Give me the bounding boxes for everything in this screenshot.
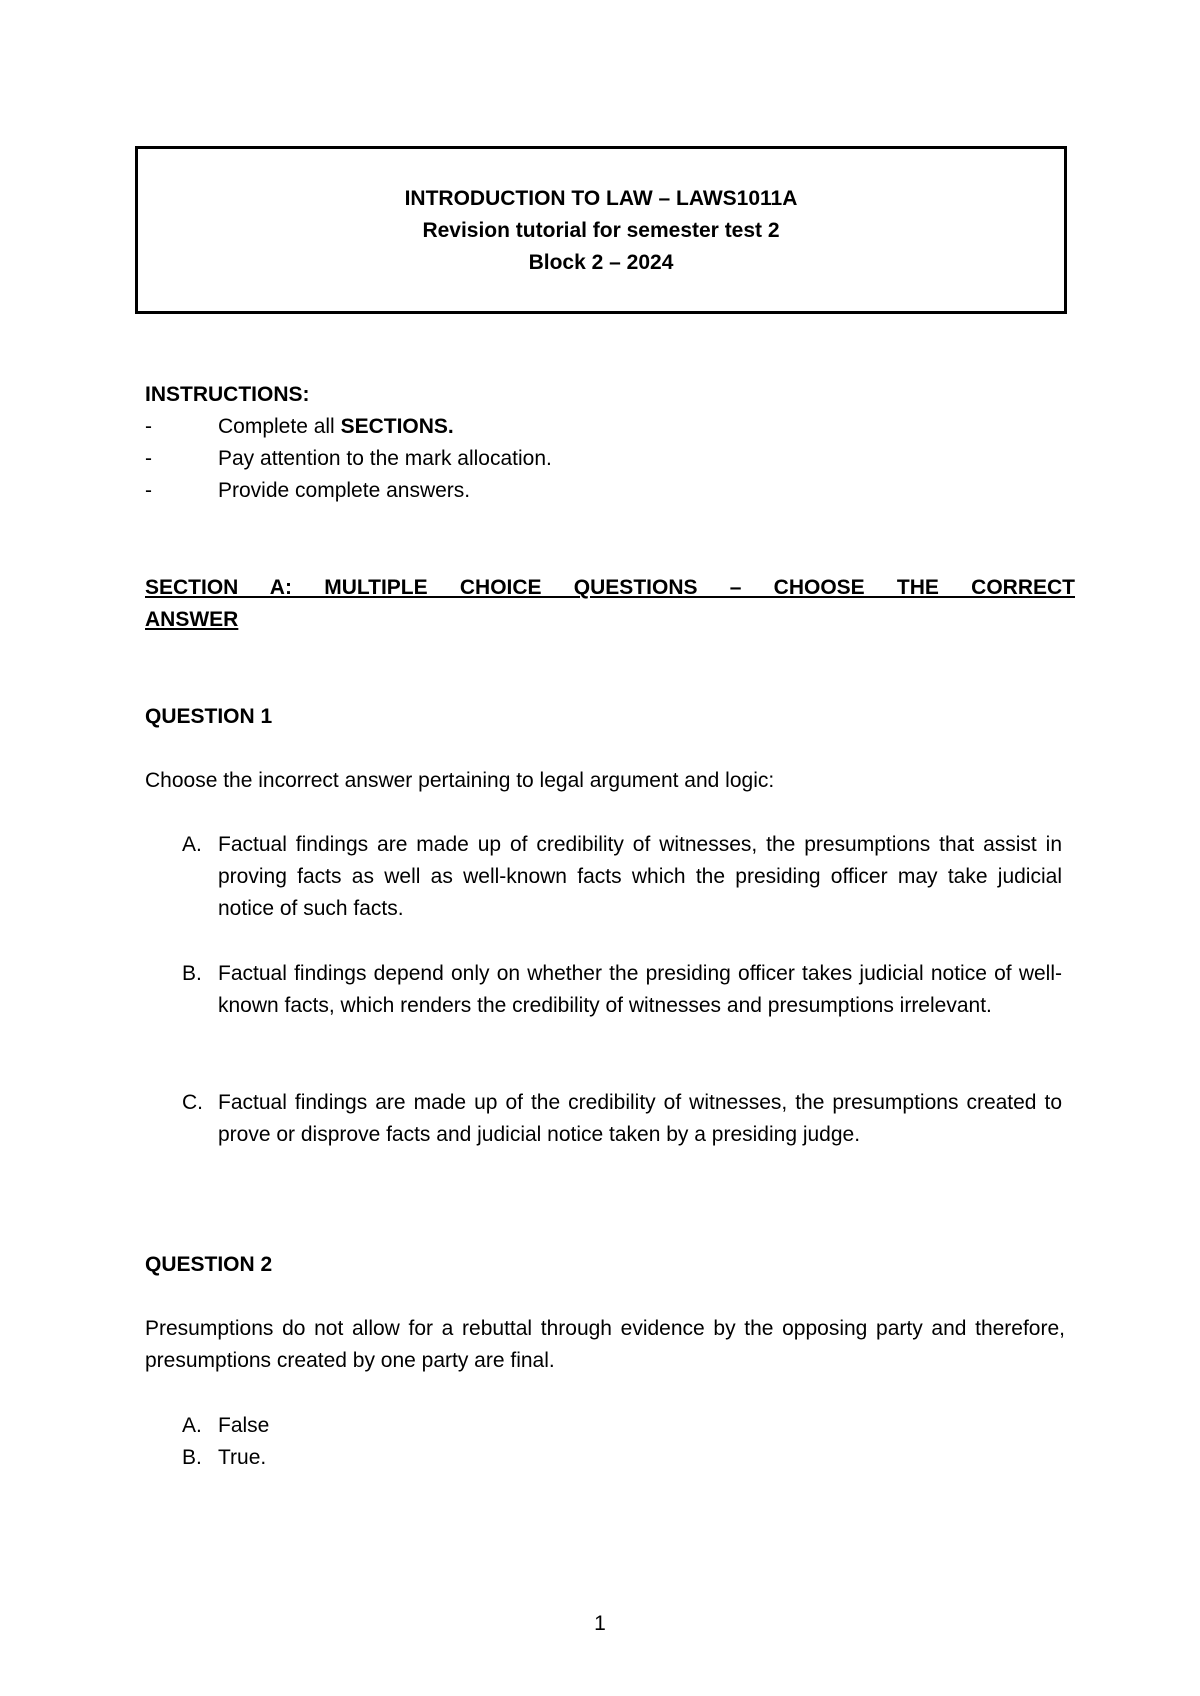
option-letter: A. <box>182 833 202 856</box>
question-2-prompt: Presumptions do not allow for a rebuttal through evidence by the opposing party and therefore, presumptions created by one party are final. <box>145 1317 1065 1372</box>
list-bullet: - <box>145 479 152 502</box>
question-2-option-b <box>182 1442 1062 1474</box>
option-letter: A. <box>182 1414 202 1437</box>
question-1-option-b <box>182 958 1062 1022</box>
block-year: Block 2 – 2024 <box>528 251 674 274</box>
list-bullet: - <box>145 447 152 470</box>
instruction-emphasis: SECTIONS. <box>340 415 454 438</box>
course-title: INTRODUCTION TO LAW – LAWS1011A <box>404 187 798 210</box>
question-1-label: QUESTION 1 <box>145 705 273 728</box>
option-text: False <box>218 1414 270 1437</box>
instruction-item <box>145 475 470 507</box>
instruction-text: Complete all <box>218 415 341 438</box>
option-text: Factual findings depend only on whether the presiding officer takes judicial notice of well-known facts, which renders the credibility of witnesses and presumptions irrelevant. <box>218 962 1062 1017</box>
option-letter: B. <box>182 1446 202 1469</box>
question-1-option-c <box>182 1087 1062 1151</box>
question-2-option-a <box>182 1410 1062 1442</box>
option-letter: C. <box>182 1091 203 1114</box>
document-subtitle: Revision tutorial for semester test 2 <box>422 219 780 242</box>
question-1-option-a <box>182 829 1062 925</box>
instruction-text: Provide complete answers. <box>218 479 471 502</box>
instructions-heading: INSTRUCTIONS: <box>145 383 310 406</box>
section-a-heading-cont: ANSWER <box>145 608 239 631</box>
option-letter: B. <box>182 962 202 985</box>
instruction-item <box>145 443 552 475</box>
question-2-label: QUESTION 2 <box>145 1253 273 1276</box>
list-bullet: - <box>145 415 152 438</box>
option-text: Factual findings are made up of credibility of witnesses, the presumptions that assist in proving facts as well as well-known facts which the presiding officer may take judicial notice of such facts. <box>218 833 1062 920</box>
title-box <box>135 146 1067 314</box>
option-text: True. <box>218 1446 267 1469</box>
question-1-prompt: Choose the incorrect answer pertaining to legal argument and logic: <box>145 769 775 792</box>
section-a-heading: SECTION A: MULTIPLE CHOICE QUESTIONS – CHOOSE THE CORRECT <box>145 576 1075 599</box>
instruction-item <box>145 411 454 443</box>
option-text: Factual findings are made up of the credibility of witnesses, the presumptions created to prove or disprove facts and judicial notice taken by a presiding judge. <box>218 1091 1062 1146</box>
instruction-text: Pay attention to the mark allocation. <box>218 447 552 470</box>
page-number: 1 <box>594 1612 606 1635</box>
